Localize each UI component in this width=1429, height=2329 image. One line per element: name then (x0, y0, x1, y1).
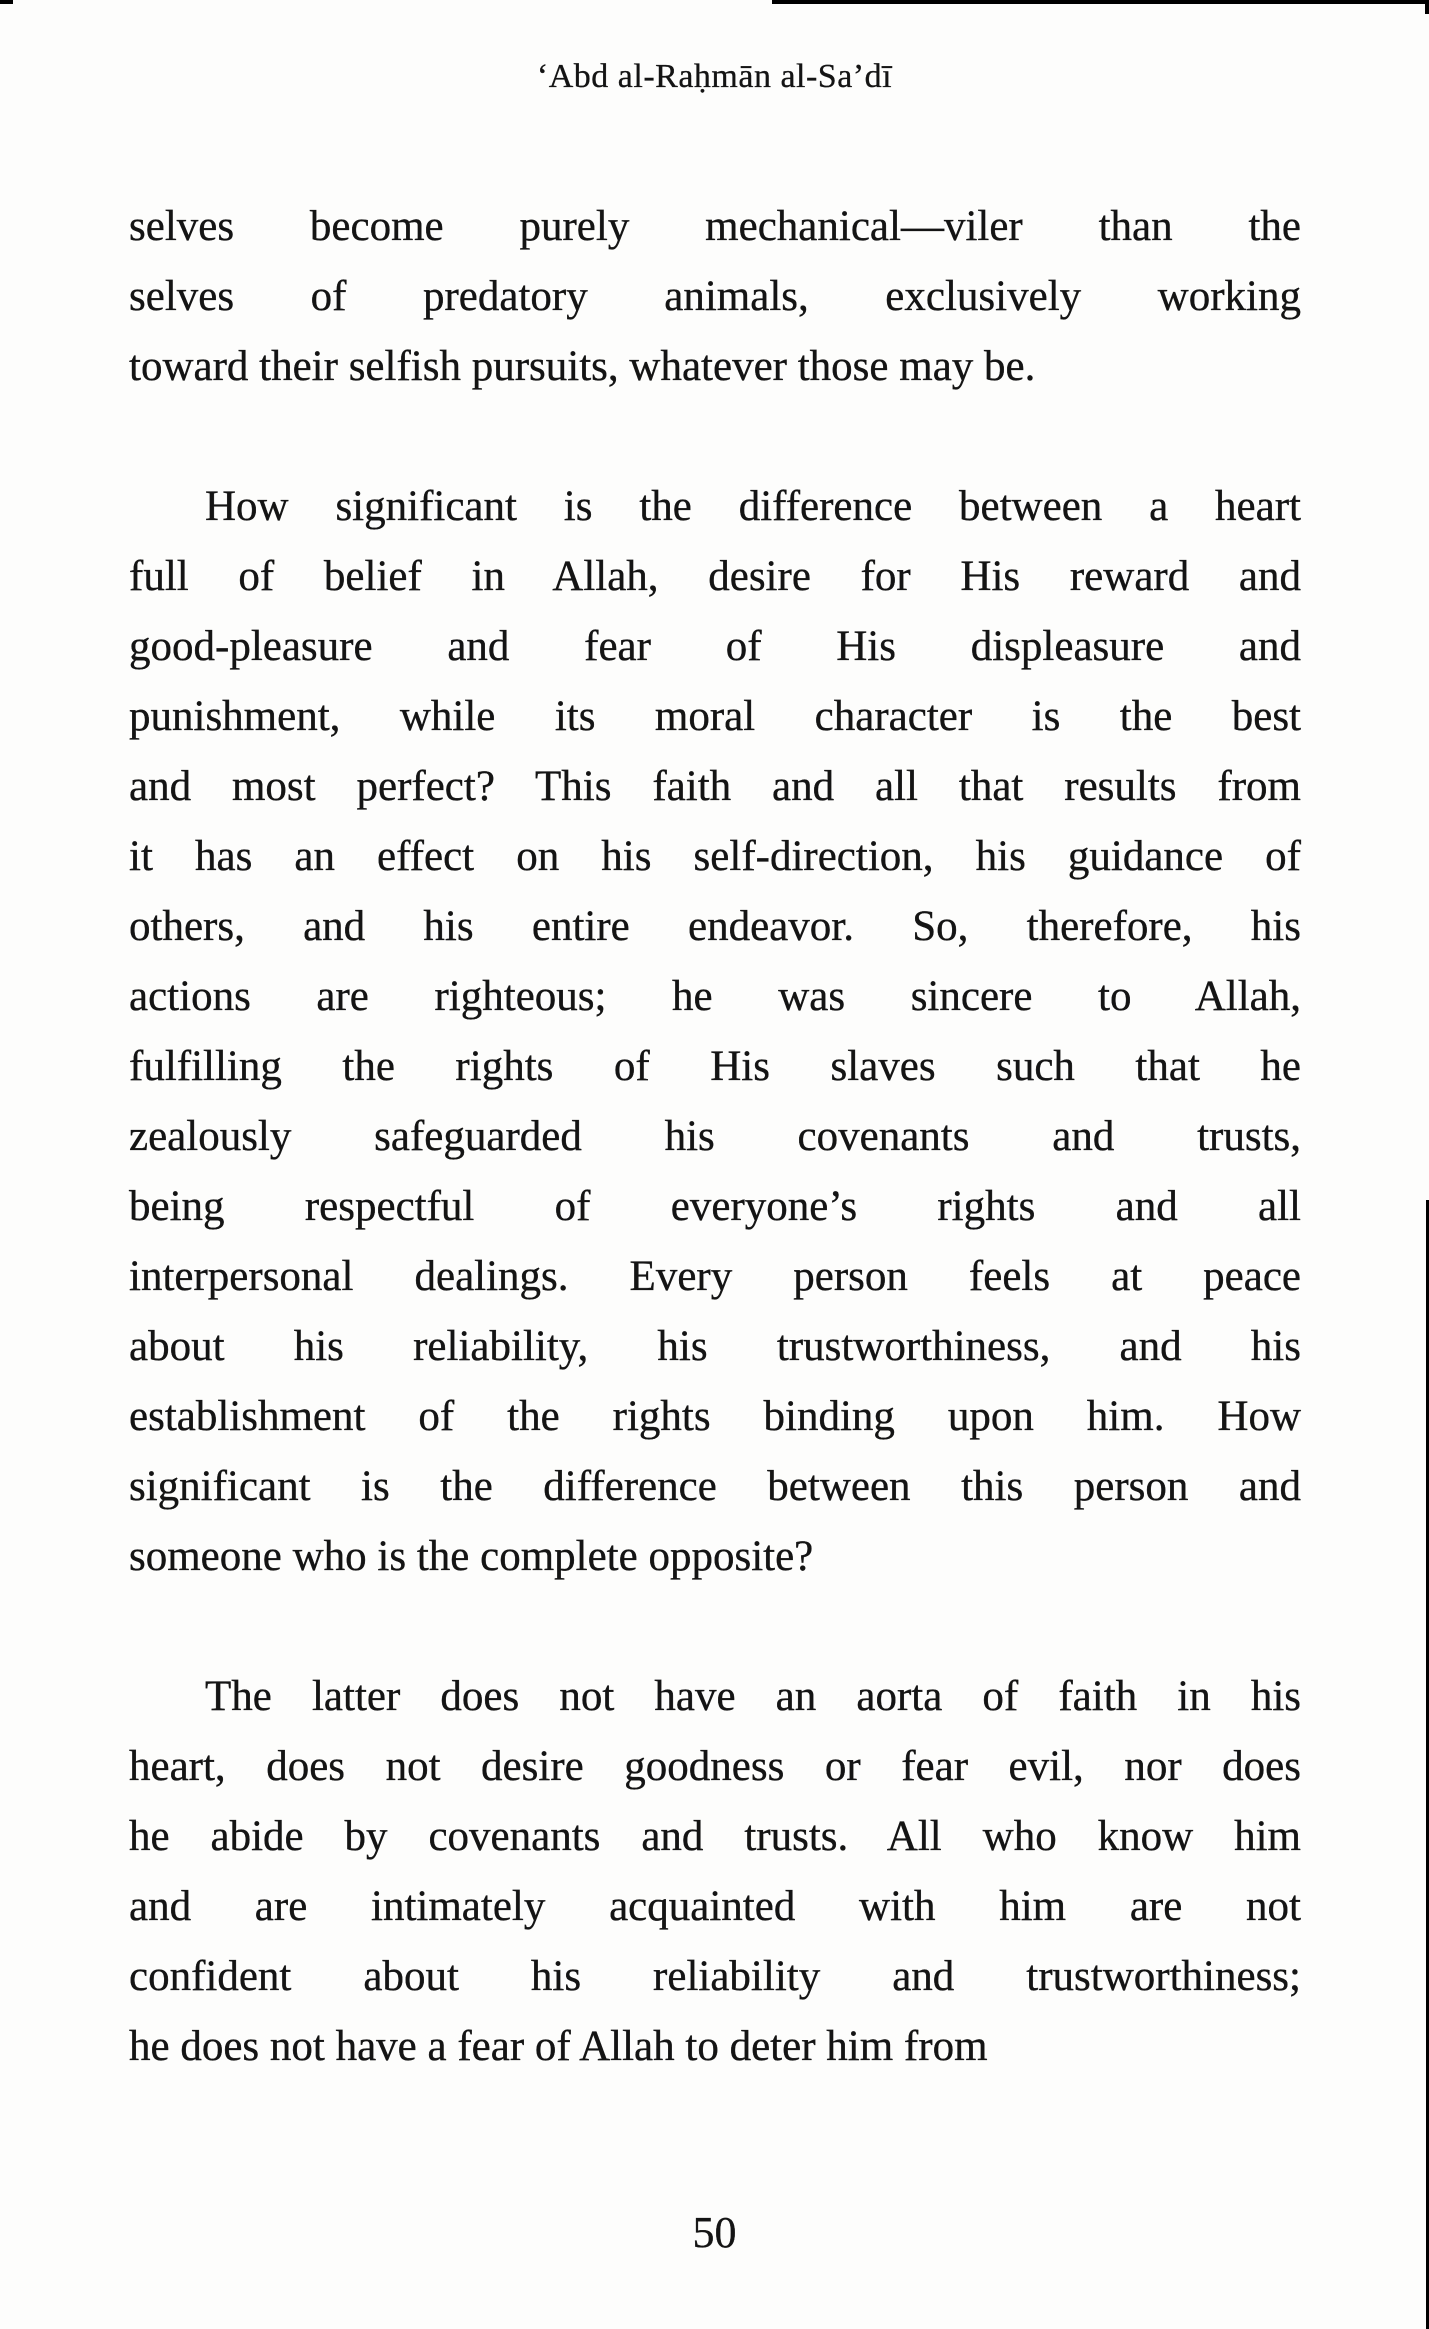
text-line: interpersonal dealings. Every person feels at peace (129, 1253, 1301, 1300)
text-line: actions are righteous; he was sincere to Allah, (129, 973, 1301, 1020)
text-line: and most perfect? This faith and all that results from (129, 763, 1301, 810)
scan-artifact-topleft-dash (0, 0, 13, 4)
text-line: How significant is the difference between a heart (205, 483, 1301, 530)
text-line: he does not have a fear of Allah to deter him from (129, 2023, 988, 2070)
text-line: zealously safeguarded his covenants and trusts, (129, 1113, 1301, 1160)
scan-artifact-top-line (772, 0, 1429, 4)
text-line: significant is the difference between this person and (129, 1463, 1301, 1510)
text-line: selves of predatory animals, exclusively working (129, 273, 1301, 320)
body-text (129, 192, 1301, 2082)
paragraph (129, 192, 1301, 402)
scan-artifact-corner-tick (1425, 0, 1429, 14)
text-line: full of belief in Allah, desire for His reward and (129, 553, 1301, 600)
paragraph (129, 1662, 1301, 2082)
text-line: others, and his entire endeavor. So, therefore, his (129, 903, 1301, 950)
text-line: and are intimately acquainted with him are not (129, 1883, 1301, 1930)
running-header: ‘Abd al-Raḥmān al-Sa’dī (536, 58, 893, 95)
text-line: someone who is the complete opposite? (129, 1533, 814, 1580)
text-line: it has an effect on his self-direction, his guidance of (129, 833, 1301, 880)
text-line: being respectful of everyone’s rights and all (129, 1183, 1301, 1230)
text-line: confident about his reliability and trustworthiness; (129, 1953, 1301, 2000)
text-line: The latter does not have an aorta of faith in his (205, 1673, 1301, 1720)
text-line: heart, does not desire goodness or fear evil, nor does (129, 1743, 1301, 1790)
text-line: good-pleasure and fear of His displeasure and (129, 623, 1301, 670)
page-number: 50 (692, 2208, 737, 2257)
text-line: selves become purely mechanical—viler than the (129, 203, 1301, 250)
text-line: he abide by covenants and trusts. All who know him (129, 1813, 1301, 1860)
text-line: punishment, while its moral character is the best (129, 693, 1301, 740)
text-line: fulfilling the rights of His slaves such that he (129, 1043, 1301, 1090)
text-line: establishment of the rights binding upon him. How (129, 1393, 1301, 1440)
paragraph (129, 472, 1301, 1592)
text-line: toward their selfish pursuits, whatever those may be. (129, 343, 1036, 390)
text-line: about his reliability, his trustworthiness, and his (129, 1323, 1301, 1370)
